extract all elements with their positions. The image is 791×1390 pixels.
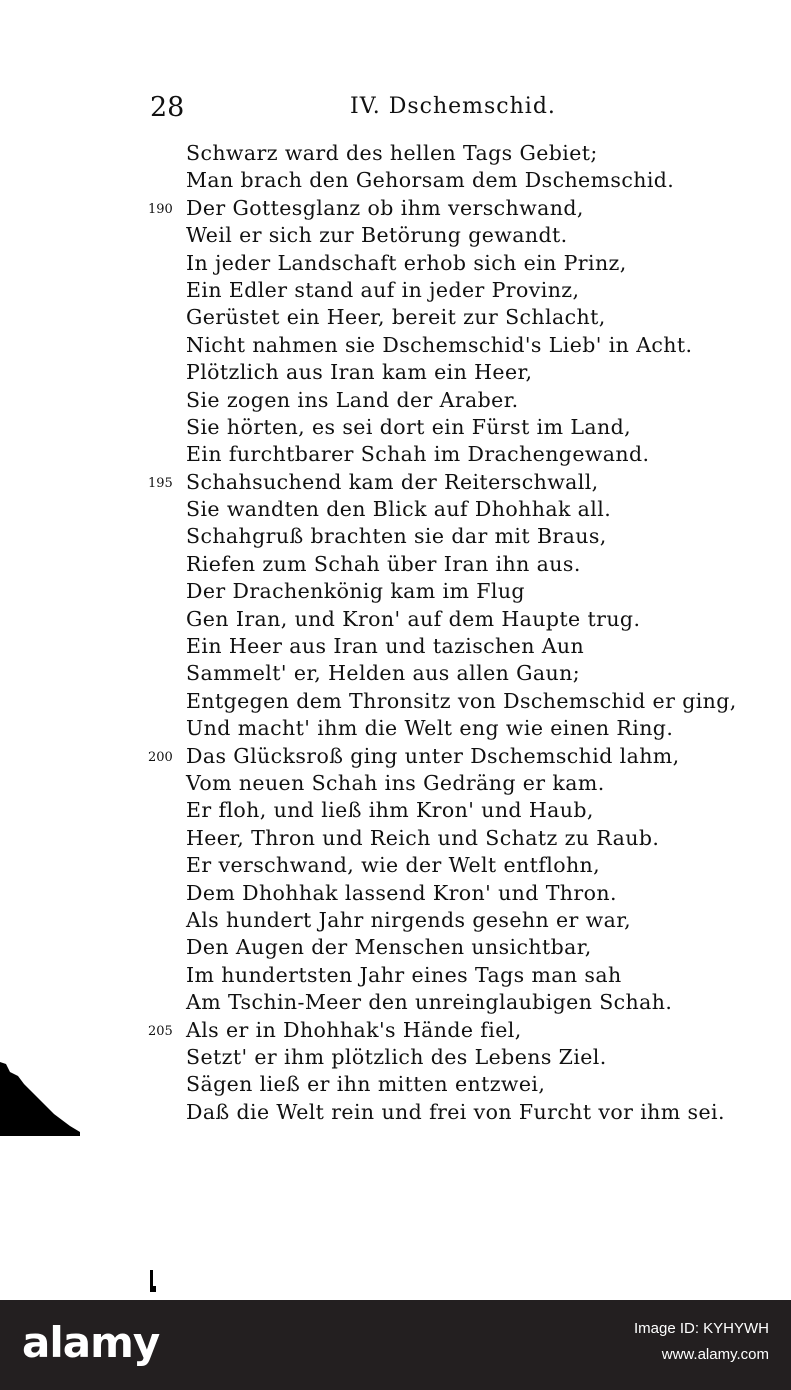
verse-text: Vom neuen Schah ins Gedräng er kam.: [186, 770, 605, 795]
verse-line: [148, 797, 708, 824]
watermark-footer: [0, 1300, 791, 1390]
verse-line: [148, 633, 708, 660]
verse-line: [148, 688, 737, 715]
verse-text: Setzt' er ihm plötzlich des Lebens Ziel.: [186, 1044, 607, 1069]
verse-text: Nicht nahmen sie Dschemschid's Lieb' in Acht.: [186, 332, 693, 357]
verse-text: Der Gottesglanz ob ihm verschwand,: [186, 195, 584, 220]
verse-text: Der Drachenkönig kam im Flug: [186, 579, 525, 604]
site-url: www.alamy.com: [661, 1346, 769, 1363]
verse-text: Sägen ließ er ihn mitten entzwei,: [186, 1072, 546, 1097]
verse-block: [148, 140, 737, 1126]
verse-line: [148, 715, 708, 742]
verse-line: [148, 277, 708, 304]
verse-line: [148, 359, 708, 386]
verse-line: [148, 934, 708, 961]
page-header: [150, 92, 670, 126]
verse-line: [148, 523, 708, 550]
verse-text: Ein Edler stand auf in jeder Provinz,: [186, 277, 580, 302]
verse-line: [148, 304, 708, 331]
verse-text: Er verschwand, wie der Welt entflohn,: [186, 853, 601, 878]
scan-speck: [150, 1270, 156, 1292]
verse-line: [148, 1017, 708, 1044]
verse-text: Sie hörten, es sei dort ein Fürst im Land,: [186, 414, 632, 439]
verse-line: [148, 962, 708, 989]
verse-line: [148, 332, 708, 359]
verse-line: [148, 825, 708, 852]
brand-logo: alamy: [22, 1318, 160, 1367]
verse-line-number: 205: [148, 1023, 173, 1039]
verse-text: Den Augen der Menschen unsichtbar,: [186, 935, 592, 960]
verse-line: [148, 250, 708, 277]
verse-line: [148, 222, 708, 249]
verse-line: [148, 1099, 725, 1126]
scan-blot: [0, 1062, 80, 1136]
verse-line-number: 190: [148, 201, 173, 217]
verse-line-number: 200: [148, 749, 173, 765]
verse-line: [148, 578, 708, 605]
verse-text: Schahgruß brachten sie dar mit Braus,: [186, 524, 607, 549]
verse-line: [148, 167, 708, 194]
verse-text: Man brach den Gehorsam dem Dschemschid.: [186, 168, 675, 193]
verse-text: Am Tschin-Meer den unreinglaubigen Schah.: [186, 990, 673, 1015]
verse-line: [148, 660, 708, 687]
verse-text: Sammelt' er, Helden aus allen Gaun;: [186, 661, 581, 686]
image-id: Image ID: KYHYWH: [633, 1320, 769, 1337]
verse-line: [148, 1071, 708, 1098]
verse-text: Schahsuchend kam der Reiterschwall,: [186, 469, 599, 494]
verse-line: [148, 551, 708, 578]
verse-text: Schwarz ward des hellen Tags Gebiet;: [186, 141, 598, 165]
verse-line: [148, 414, 708, 441]
verse-text: Plötzlich aus Iran kam ein Heer,: [186, 360, 533, 385]
verse-line: [148, 907, 708, 934]
verse-text: Und macht' ihm die Welt eng wie einen Ring.: [186, 716, 674, 741]
verse-line: [148, 441, 708, 468]
verse-text: Sie wandten den Blick auf Dhohhak all.: [186, 497, 612, 522]
page-number: 28: [150, 92, 185, 123]
verse-line: [148, 770, 708, 797]
verse-line: [148, 469, 708, 496]
verse-text: Er floh, und ließ ihm Kron' und Haub,: [186, 798, 594, 823]
verse-text: Dem Dhohhak lassend Kron' und Thron.: [186, 880, 617, 905]
verse-text: Das Glücksroß ging unter Dschemschid lahm,: [186, 743, 680, 768]
verse-line: [148, 989, 708, 1016]
verse-line: [148, 1044, 708, 1071]
verse-text: Weil er sich zur Betörung gewandt.: [186, 223, 568, 248]
verse-text: Sie zogen ins Land der Araber.: [186, 387, 519, 412]
verse-text: Ein furchtbarer Schah im Drachengewand.: [186, 442, 650, 467]
verse-line: [148, 195, 708, 222]
verse-text: Entgegen dem Thronsitz von Dschemschid er ging,: [186, 688, 737, 713]
running-title: IV. Dschemschid.: [350, 94, 556, 119]
verse-text: Gerüstet ein Heer, bereit zur Schlacht,: [186, 305, 606, 330]
verse-text: Gen Iran, und Kron' auf dem Haupte trug.: [186, 606, 641, 631]
verse-line: [148, 496, 708, 523]
verse-text: Ein Heer aus Iran und tazischen Aun: [186, 634, 585, 659]
verse-line: [148, 387, 708, 414]
verse-line: [148, 852, 708, 879]
verse-text: Heer, Thron und Reich und Schatz zu Raub.: [186, 825, 660, 850]
verse-line-number: 195: [148, 475, 173, 491]
verse-text: Daß die Welt rein und frei von Furcht vor ihm sei.: [186, 1099, 725, 1124]
verse-text: Als hundert Jahr nirgends gesehn er war,: [186, 907, 632, 932]
verse-line: [148, 606, 708, 633]
verse-text: In jeder Landschaft erhob sich ein Prinz,: [186, 250, 627, 275]
verse-text: Riefen zum Schah über Iran ihn aus.: [186, 551, 581, 576]
verse-line: [148, 140, 708, 167]
verse-text: Als er in Dhohhak's Hände fiel,: [186, 1017, 522, 1042]
verse-line: [148, 743, 708, 770]
verse-text: Im hundertsten Jahr eines Tags man sah: [186, 962, 622, 987]
verse-line: [148, 880, 708, 907]
